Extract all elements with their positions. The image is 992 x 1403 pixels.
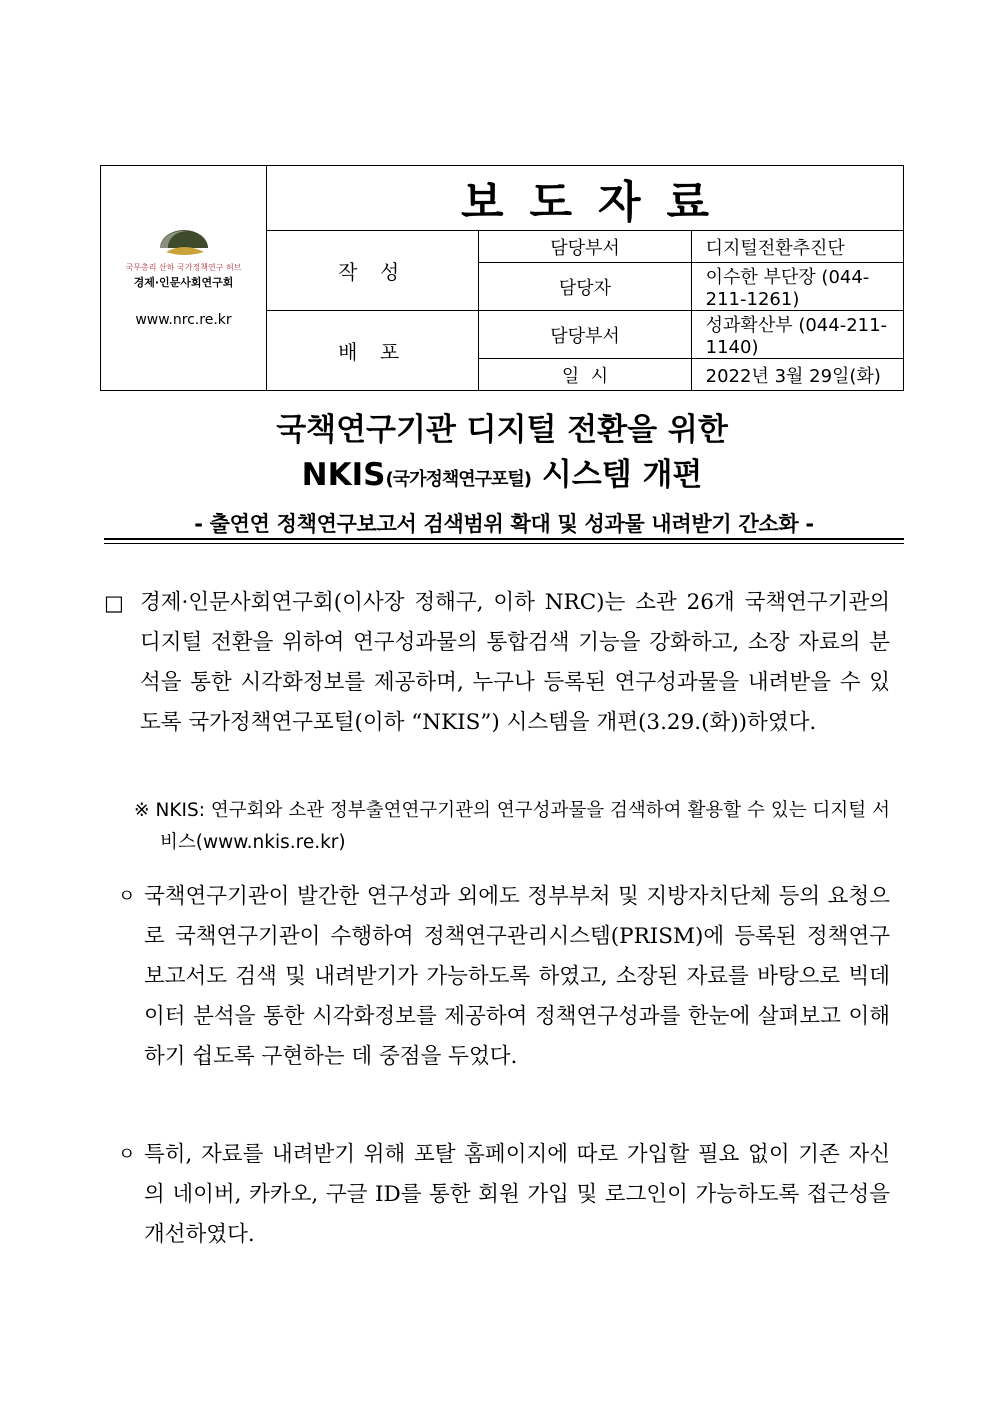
circle-bullet-icon: ㅇ	[118, 886, 136, 907]
logo-organization-name: 경제·인문사회연구회	[133, 276, 234, 289]
author-group-label: 작 성	[267, 231, 479, 311]
press-release-header-table	[100, 165, 904, 391]
footnote-text	[134, 795, 890, 859]
document-subtitle: - 출연연 정책연구보고서 검색범위 확대 및 성과물 내려받기 간소화 -	[194, 512, 814, 536]
logo-tagline: 국무총리 산하 국가정책연구 허브	[125, 263, 242, 272]
press-release-title: 보도자료	[267, 166, 904, 231]
date-label: 일 시	[479, 359, 691, 391]
title-system-reform: 시스템 개편	[531, 457, 703, 493]
paragraph-login	[118, 1135, 890, 1255]
nrc-logo-icon	[158, 228, 210, 258]
title-nkis: NKIS	[301, 457, 386, 493]
contact-person-value: 이수한 부단장 (044-211-1261)	[691, 263, 903, 311]
document-title-line1: 국책연구기관 디지털 전환을 위한	[276, 412, 728, 448]
box-bullet-icon: □	[104, 591, 124, 615]
paragraph-main	[104, 583, 890, 743]
circle-bullet-icon: ㅇ	[118, 1144, 136, 1165]
department-label: 담당부서	[479, 231, 691, 263]
paragraph-prism-text: 국책연구기관이 발간한 연구성과 외에도 정부부처 및 지방자치단체 등의 요청으로 국책연구기관이 수행하여 정책연구관리시스템(PRISM)에 등록된 정책연구보고서도 검색 및 내려받기가 가능하도록 하였고, 소장된 자료를 바탕으로 빅데이터 분석을 통한 시각화정보를 제공하여 정책연구성과를 한눈에 살펴보고 이해하기 쉽도록 구현하는 데 중점을 두었다.	[144, 884, 890, 1069]
paragraph-main-text: 경제·인문사회연구회(이사장 정해구, 이하 NRC)는 소관 26개 국책연구기관의 디지털 전환을 위하여 연구성과물의 통합검색 기능을 강화하고, 소장 자료의 분석을 통한 시각화정보를 제공하며, 누구나 등록된 연구성과물을 내려받을 수 있도록 국가정책연구포털(이하 “NKIS”) 시스템을 개편(3.29.(화))하였다.	[140, 590, 890, 735]
organization-url: www.nrc.re.kr	[135, 312, 232, 328]
footnote	[134, 795, 890, 859]
subtitle-underline-thin	[104, 543, 904, 544]
contact-person-label: 담당자	[479, 263, 691, 311]
subtitle-underline	[104, 538, 904, 540]
distribution-department-label: 담당부서	[479, 311, 691, 359]
distribution-department-value: 성과확산부 (044-211-1140)	[691, 311, 903, 359]
footnote-body: NKIS: 연구회와 소관 정부출연연구기관의 연구성과물을 검색하여 활용할 수 있는 디지털 서비스(www.nkis.re.kr)	[155, 800, 890, 853]
document-title-line2	[100, 449, 904, 494]
date-value: 2022년 3월 29일(화)	[691, 359, 903, 391]
paragraph-prism	[118, 877, 890, 1077]
distribution-group-label: 배 포	[267, 311, 479, 391]
logo-cell	[101, 166, 267, 391]
title-nkis-expansion: (국가정책연구포털)	[385, 469, 532, 490]
reference-mark-icon: ※	[134, 800, 150, 821]
department-value: 디지털전환추진단	[691, 231, 903, 263]
paragraph-login-text: 특히, 자료를 내려받기 위해 포탈 홈페이지에 따로 가입할 필요 없이 기존 자신의 네이버, 카카오, 구글 ID를 통한 회원 가입 및 로그인이 가능하도록 접근성을 개선하였다.	[144, 1142, 890, 1247]
